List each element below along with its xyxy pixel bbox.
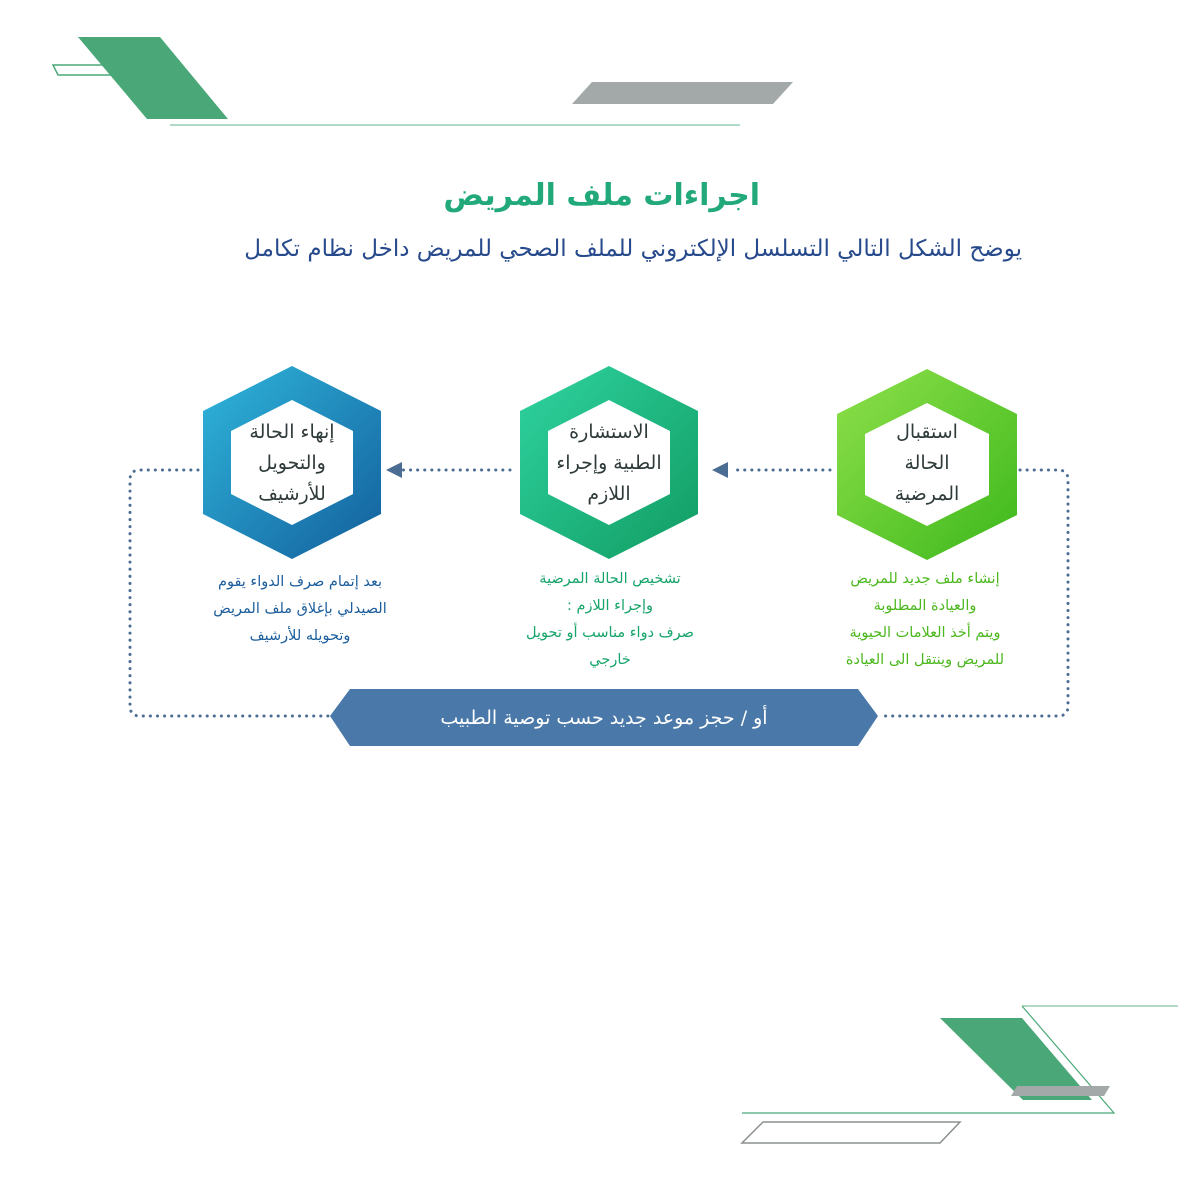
page-subtitle: يوضح الشكل التالي التسلسل الإلكتروني للملف الصحي للمريض داخل نظام تكامل	[244, 236, 1022, 262]
step-1-description: إنشاء ملف جديد للمريض والعيادة المطلوبة ويتم أخذ العلامات الحيوية للمريض وينتقل الى العيادة	[845, 571, 1005, 668]
step-3-label: إنهاء الحالة والتحويل للأرشيف	[249, 421, 335, 505]
step-1-label: استقبال الحالة المرضية	[894, 421, 960, 505]
step-2-label: الاستشارة الطبية وإجراء اللازم	[556, 421, 662, 505]
step-3-description: بعد إتمام صرف الدواء يقوم الصيدلي بإغلاق ملف المريض وتحويله للأرشيف	[213, 574, 387, 644]
page-title: اجراءات ملف المريض	[443, 178, 760, 213]
arrowhead-step2	[712, 462, 728, 478]
arrowhead-step3	[386, 462, 402, 478]
alternative-banner-label: أو / حجز موعد جديد حسب توصية الطبيب	[440, 707, 768, 729]
step-2-description: تشخيص الحالة المرضية وإجراء اللازم : صرف دواء مناسب أو تحويل خارجي	[526, 571, 694, 668]
